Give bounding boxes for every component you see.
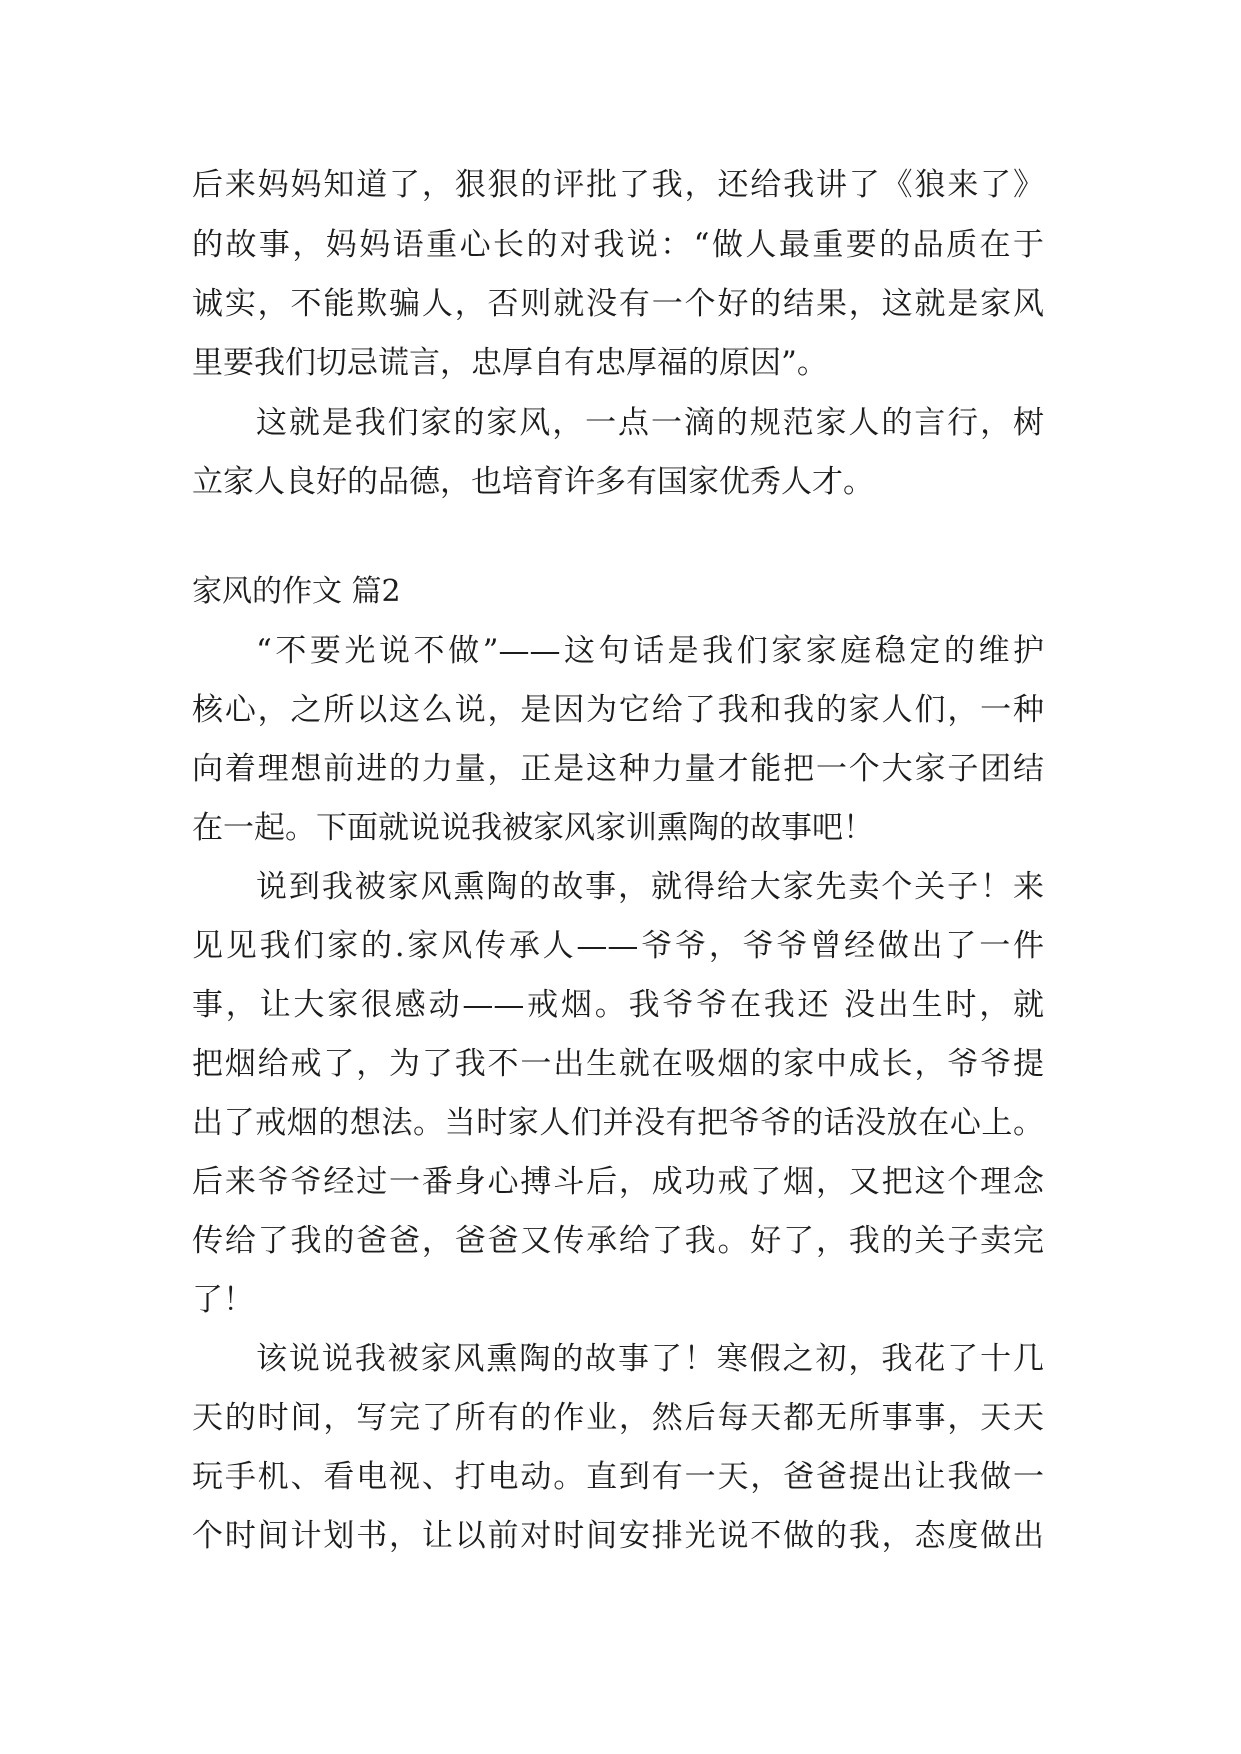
paragraph-line: 诚实，不能欺骗人，否则就没有一个好的结果，这就是家风 [192,286,1044,322]
paragraph-line: 天的时间，写完了所有的作业，然后每天都无所事事，天天 [192,1400,1044,1436]
paragraph-line: 核心，之所以这么说，是因为它给了我和我的家人们，一种 [192,692,1044,728]
paragraph-line: 事，让大家很感动——戒烟。我爷爷在我还 没出生时，就 [192,987,1044,1023]
paragraph-line: 这就是我们家的家风，一点一滴的规范家人的言行，树 [256,405,1044,441]
paragraph-line: 该说说我被家风熏陶的故事了！寒假之初，我花了十几 [256,1341,1044,1377]
paragraph-line: 玩手机、看电视、打电动。直到有一天，爸爸提出让我做一 [192,1459,1044,1495]
paragraph-line: 了！ [192,1282,254,1318]
paragraph-line: “不要光说不做”——这句话是我们家家庭稳定的维护 [256,633,1044,669]
paragraph-line: 把烟给戒了，为了我不一出生就在吸烟的家中成长，爷爷提 [192,1046,1044,1082]
paragraph-line: 出了戒烟的想法。当时家人们并没有把爷爷的话没放在心上。 [192,1105,1044,1141]
paragraph-line: 在一起。下面就说说我被家风家训熏陶的故事吧！ [192,810,874,846]
paragraph-line: 后来妈妈知道了，狠狠的评批了我，还给我讲了《狼来了》 [192,167,1044,203]
paragraph-line: 传给了我的爸爸，爸爸又传承给了我。好了，我的关子卖完 [192,1223,1044,1259]
paragraph-line: 后来爷爷经过一番身心搏斗后，成功戒了烟，又把这个理念 [192,1164,1044,1200]
paragraph-line: 个时间计划书，让以前对时间安排光说不做的我，态度做出 [192,1518,1044,1554]
section-heading: 家风的作文 篇2 [192,574,401,609]
paragraph-line: 说到我被家风熏陶的故事，就得给大家先卖个关子！来 [256,869,1044,905]
paragraph-line: 立家人良好的品德，也培育许多有国家优秀人才。 [192,464,874,500]
paragraph-line: 向着理想前进的力量，正是这种力量才能把一个大家子团结 [192,751,1044,787]
paragraph-line: 里要我们切忌谎言，忠厚自有忠厚福的原因”。 [192,345,828,381]
paragraph-line: 的故事，妈妈语重心长的对我说：“做人最重要的品质在于 [192,227,1044,263]
paragraph-line: 见见我们家的.家风传承人——爷爷，爷爷曾经做出了一件 [192,928,1044,964]
